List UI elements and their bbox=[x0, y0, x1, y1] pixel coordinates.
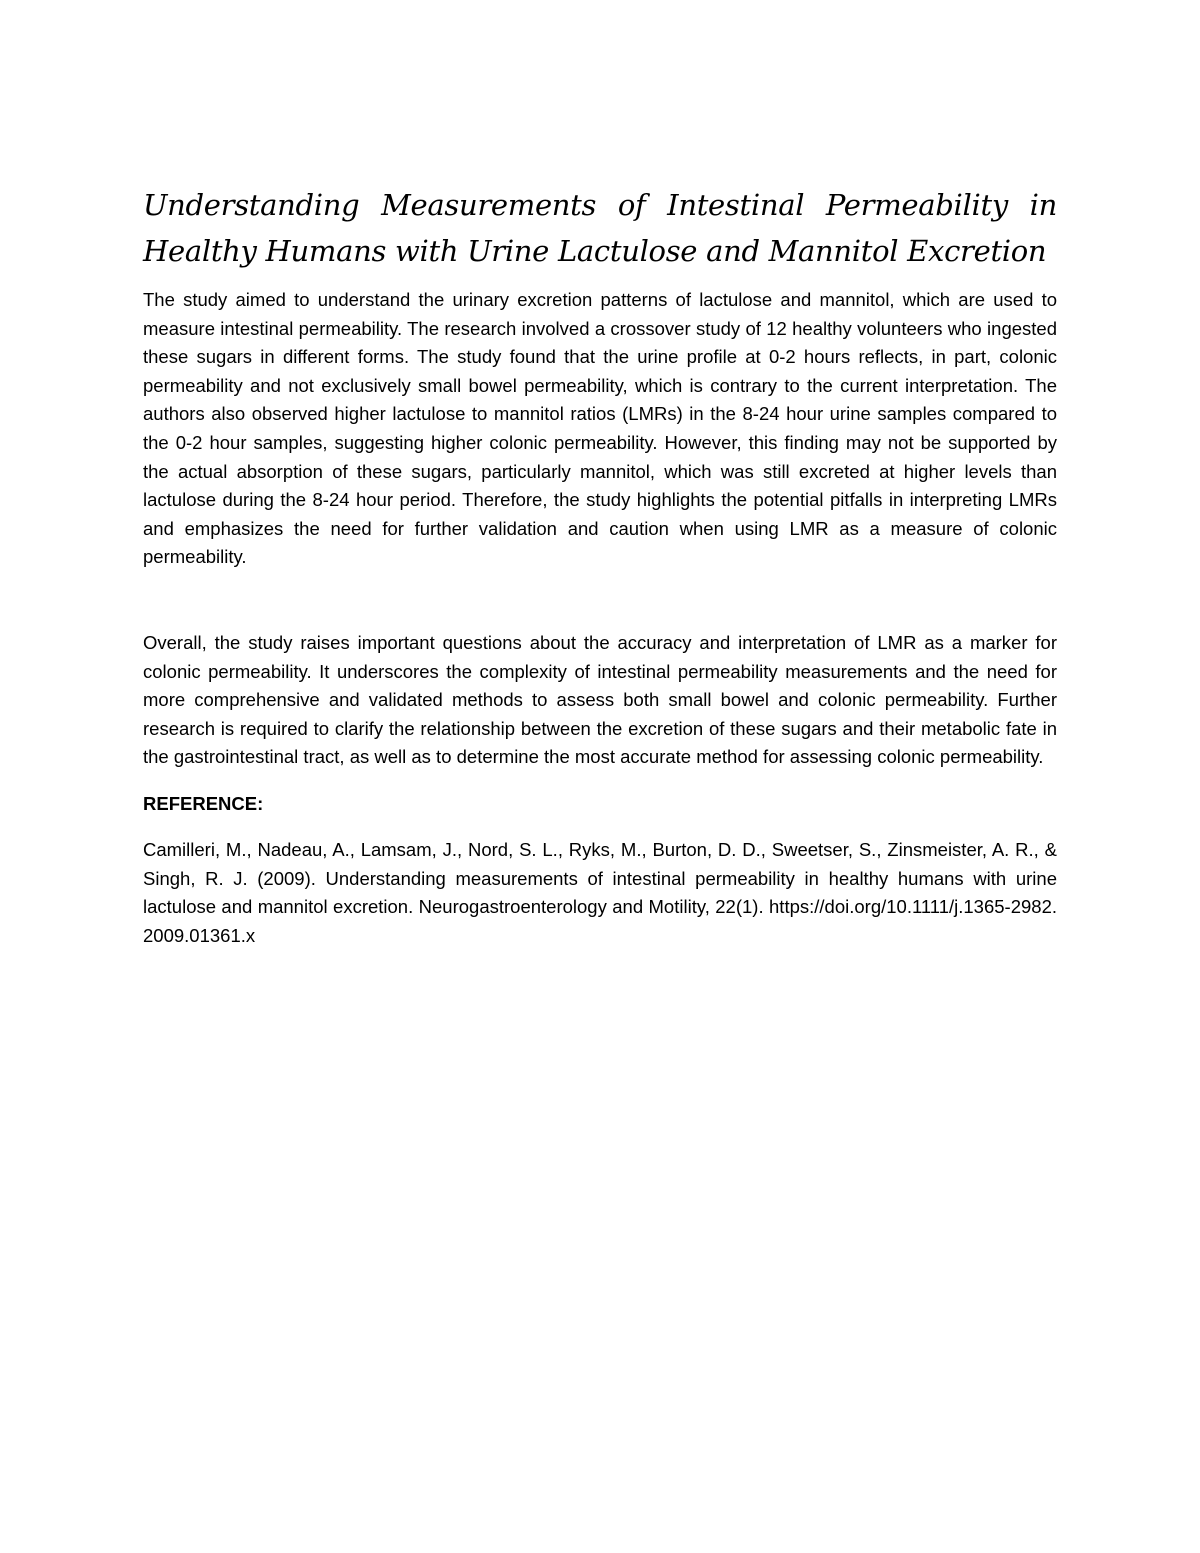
reference-citation bbox=[143, 836, 1057, 950]
conclusion-paragraph: Overall, the study raises important questions about the accuracy and interpretation of LMR as a marker for colonic permeability. It underscores the complexity of intestinal permeability measurements and the need for more comprehensive and validated methods to assess both small bowel and colonic permeability. Further research is required to clarify the relationship between the excretion of these sugars and their metabolic fate in the gastrointestinal tract, as well as to determine the most accurate method for assessing colonic permeability. bbox=[143, 631, 1057, 768]
reference-doi: https://doi.org/10.1111/j.1365-2982.2009.01361.x bbox=[143, 896, 1058, 946]
reference-text: Camilleri, M., Nadeau, A., Lamsam, J., Nord, S. L., Ryks, M., Burton, D. D., Sweetser, S., Zinsmeister, A. R., & Singh, R. J. (2009). Understanding measurements of intestinal permeability in healthy humans with urine lactulose and mannitol excretion. Neurogastroenterology and Motility, 22(1). bbox=[143, 838, 1057, 918]
reference-heading: REFERENCE: bbox=[143, 792, 264, 814]
summary-paragraph: The study aimed to understand the urinary excretion patterns of lactulose and mannitol, which are used to measure intestinal permeability. The research involved a crossover study of 12 healthy volunteers who ingested these sugars in different forms. The study found that the urine profile at 0-2 hours reflects, in part, colonic permeability and not exclusively small bowel permeability, which is contrary to the current interpretation. The authors also observed higher lactulose to mannitol ratios (LMRs) in the 8-24 hour urine samples compared to the 0-2 hour samples, suggesting higher colonic permeability. However, this finding may not be supported by the actual absorption of these sugars, particularly mannitol, which was still excreted at higher levels than lactulose during the 8-24 hour period. Therefore, the study highlights the potential pitfalls in interpreting LMRs and emphasizes the need for further validation and caution when using LMR as a measure of colonic permeability. bbox=[143, 289, 1057, 568]
document-title: Understanding Measurements of Intestinal Permeability in Healthy Humans with Urine Lactulose and Mannitol Excretion bbox=[143, 188, 1057, 268]
document-page bbox=[143, 182, 1057, 950]
